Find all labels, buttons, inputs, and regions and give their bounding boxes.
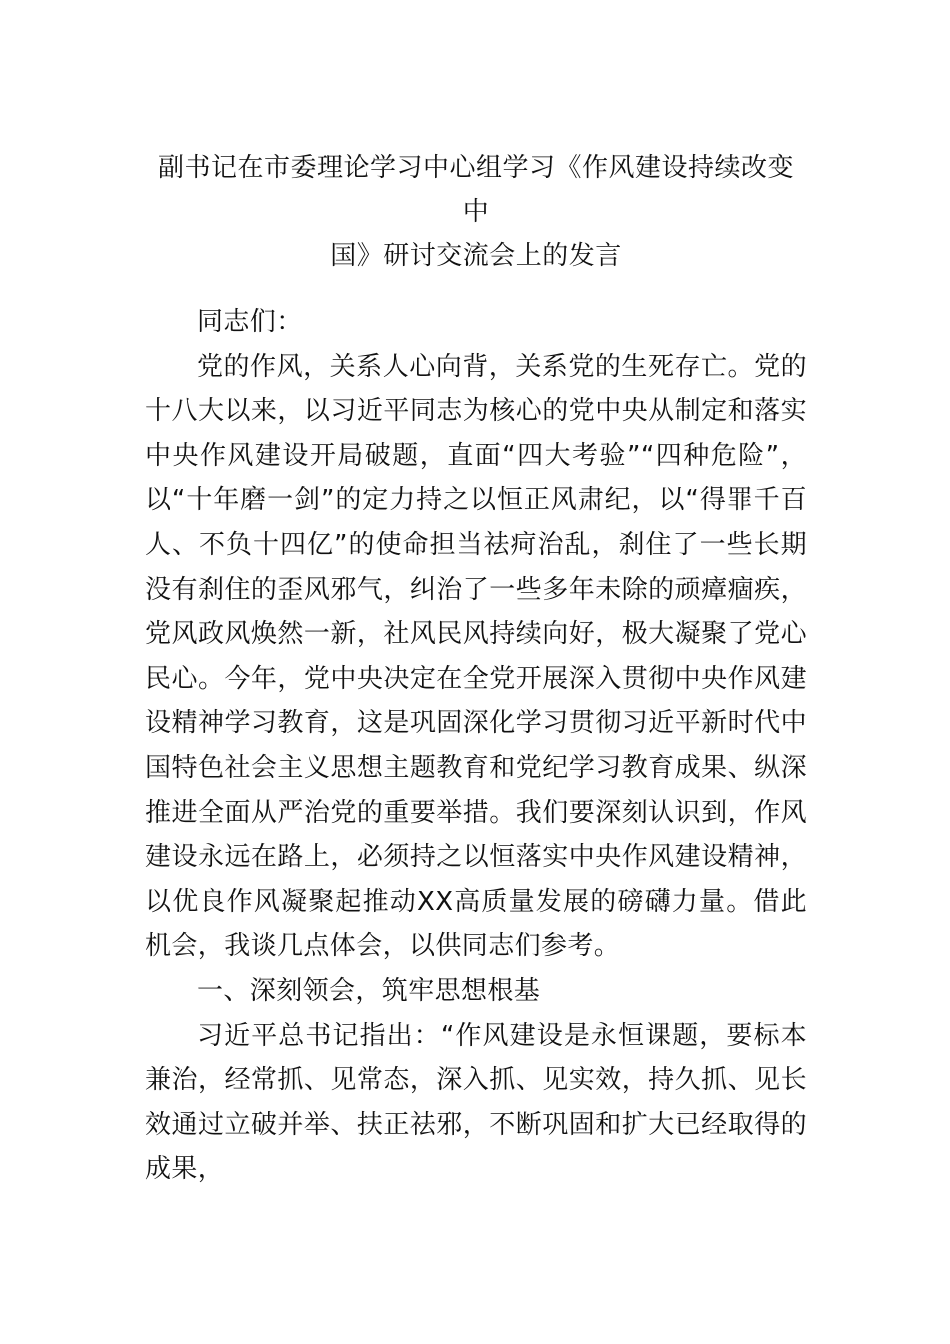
document-body xyxy=(145,146,807,1192)
section-heading: 一、深刻领会，筑牢思想根基 xyxy=(197,975,541,1006)
document-title xyxy=(145,146,807,278)
title-line-2: 国》研讨交流会上的发言 xyxy=(330,241,622,271)
paragraph-intro: 党的作风，关系人心向背，关系党的生死存亡。党的十八大以来，以习近平同志为核心的党中央从制定和落实中央作风建设开局破题，直面“四大考验”“四种危险”，以“十年磨一剑”的定力持之以恒正风肃纪，以“得罪千百人、不负十四亿”的使命担当祛疴治乱，刹住了一些长期没有刹住的歪风邪气，纠治了一些多年未除的顽瘴痼疾，党风政风焕然一新，社风民风持续向好，极大凝聚了党心民心。今年，党中央决定在全党开展深入贯彻中央作风建设精神学习教育，这是巩固深化学习贯彻习近平新时代中国特色社会主义思想主题教育和党纪学习教育成果、纵深推进全面从严治党的重要举措。我们要深刻认识到，作风建设永远在路上，必须持之以恒落实中央作风建设精神，以优良作风凝聚起推动XX高质量发展的磅礴力量。借此机会，我谈几点体会，以供同志们参考。 xyxy=(145,351,807,962)
title-line-1: 副书记在市委理论学习中心组学习《作风建设持续改变中 xyxy=(157,153,794,227)
greeting: 同志们： xyxy=(197,307,303,337)
paragraph-quote: 习近平总书记指出：“作风建设是永恒课题，要标本兼治，经常抓、见常态，深入抓、见实效，持久抓、见长效通过立破并举、扶正祛邪，不断巩固和扩大已经取得的成果， xyxy=(145,1020,807,1185)
